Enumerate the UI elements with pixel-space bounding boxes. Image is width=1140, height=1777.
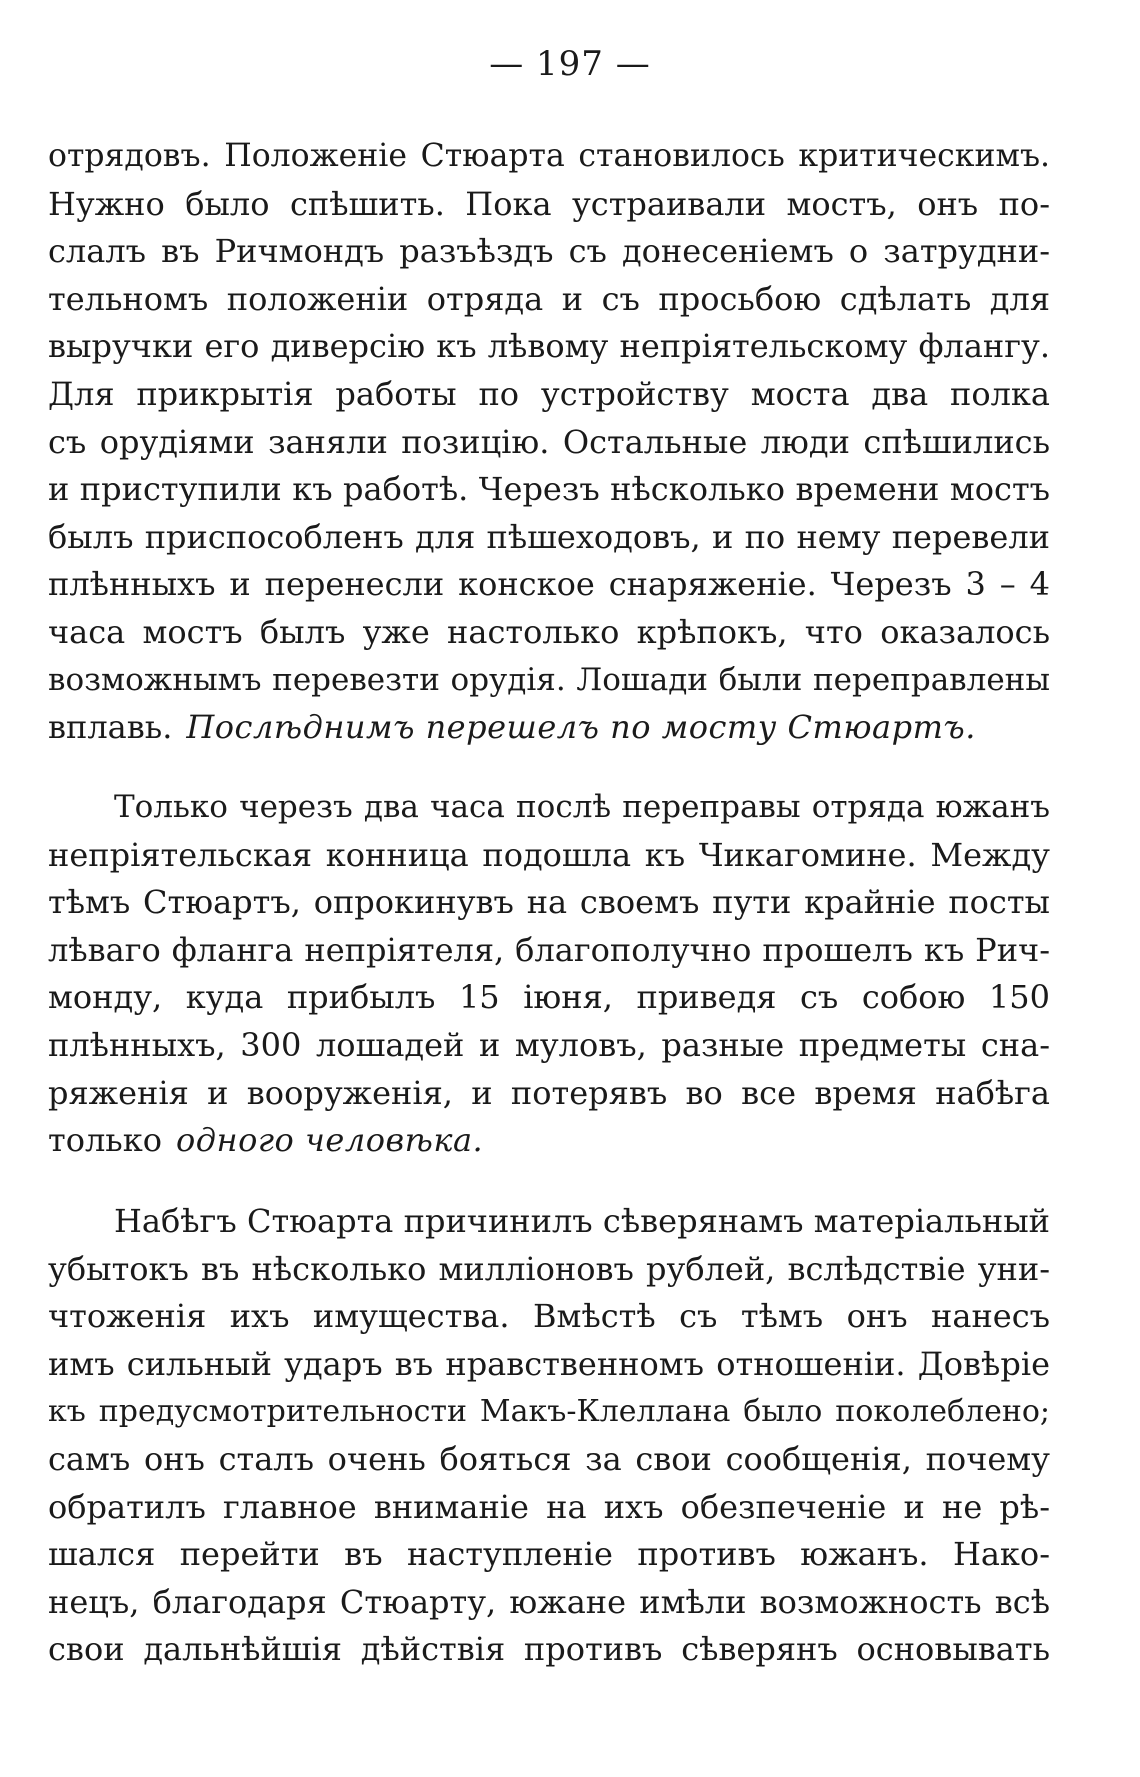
text-line: плѣнныхъ, 300 лошадей и муловъ, разные предметы сна- <box>48 1025 1050 1064</box>
italic-emphasis: одного человѣка. <box>175 1121 484 1160</box>
text-line: имъ сильный ударъ въ нравственномъ отношеніи. Довѣріе <box>48 1344 1050 1383</box>
text-line: убытокъ въ нѣсколько милліоновъ рублей, вслѣдствіе уни- <box>48 1249 1050 1288</box>
text-line: чтоженія ихъ имущества. Вмѣстѣ съ тѣмъ онъ нанесъ <box>48 1297 1050 1336</box>
text-line: возможнымъ перевезти орудія. Лошади были переправлены <box>48 661 1050 698</box>
text-line-final <box>48 704 1050 752</box>
text-line: выручки его диверсію къ лѣвому непріятельскому флангу. <box>48 327 1050 366</box>
text-segment: вплавь. <box>48 708 173 747</box>
text-line: тѣмъ Стюартъ, опрокинувъ на своемъ пути крайніе посты <box>48 883 1050 922</box>
text-line: шался перейти въ наступленіе противъ южанъ. Нако- <box>48 1535 1050 1574</box>
text-line: самъ онъ сталъ очень бояться за свои сообщенія, почему <box>48 1439 1050 1478</box>
text-line: непріятельская конница подошла къ Чикагомине. Между <box>48 835 1050 874</box>
text-line: Только черезъ два часа послѣ переправы отряда южанъ <box>114 789 1050 825</box>
text-line: съ орудіями заняли позицію. Остальные люди спѣшились <box>48 422 1050 461</box>
text-segment: только <box>48 1121 162 1160</box>
text-line: Для прикрытія работы по устройству моста два полка <box>48 374 1050 413</box>
text-line: часа мостъ былъ уже настолько крѣпокъ, что оказалось <box>48 612 1050 651</box>
text-line: плѣнныхъ и перенесли конское снаряженіе. Черезъ 3 – 4 <box>48 565 1050 604</box>
paragraph-3 <box>48 1198 1050 1674</box>
italic-emphasis: Послѣднимъ перешелъ по мосту Стюартъ. <box>186 708 976 747</box>
text-line: нецъ, благодаря Стюарту, южане имѣли возможность всѣ <box>48 1582 1050 1621</box>
text-line: и приступили къ работѣ. Черезъ нѣсколько времени мостъ <box>48 470 1050 509</box>
text-line: Нужно было спѣшить. Пока устраивали мостъ, онъ по- <box>48 184 1050 223</box>
text-line: монду, куда прибылъ 15 іюня, приведя съ собою 150 <box>48 978 1050 1017</box>
text-line: свои дальнѣйшія дѣйствія противъ сѣверянъ основывать <box>48 1630 1050 1669</box>
text-line-final <box>48 1117 1050 1165</box>
paragraph-1 <box>48 133 1050 752</box>
text-line: обратилъ главное вниманіе на ихъ обезпеченіе и не рѣ- <box>48 1487 1050 1526</box>
text-line: слалъ въ Ричмондъ разъѣздъ съ донесеніемъ о затрудни- <box>48 232 1050 271</box>
text-line: къ предусмотрительности Макъ-Клеллана было поколеблено; <box>48 1394 1050 1430</box>
text-line: былъ приспособленъ для пѣшеходовъ, и по нему перевели <box>48 517 1050 556</box>
text-line: Набѣгъ Стюарта причинилъ сѣверянамъ матеріальный <box>114 1202 1050 1240</box>
page-number: — 197 — <box>489 44 651 84</box>
paragraph-2 <box>48 784 1050 1165</box>
text-line: тельномъ положеніи отряда и съ просьбою сдѣлать для <box>48 279 1050 318</box>
text-line: отрядовъ. Положеніе Стюарта становилось критическимъ. <box>48 138 1050 174</box>
text-line: лѣваго фланга непріятеля, благополучно прошелъ къ Рич- <box>48 930 1050 969</box>
text-line: ряженія и вооруженія, и потерявъ во все время набѣга <box>48 1073 1050 1112</box>
